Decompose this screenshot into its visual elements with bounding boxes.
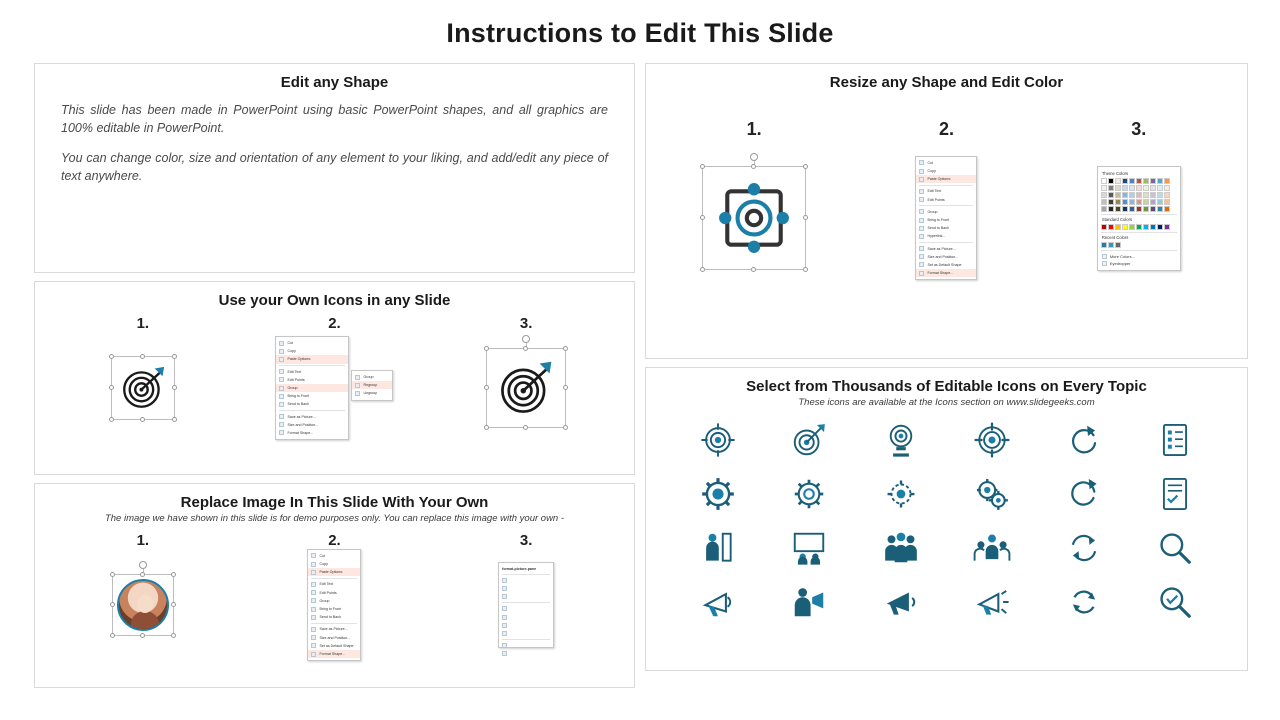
- target-scope-icon[interactable]: [970, 418, 1014, 462]
- person-speaker-icon[interactable]: [787, 580, 831, 624]
- context-menu-item: Copy: [308, 560, 360, 568]
- panel-edit-shape: [34, 63, 635, 273]
- standard-colors-row[interactable]: [1101, 224, 1177, 230]
- step-number: 2.: [938, 119, 954, 139]
- panel-own-icons: [34, 281, 635, 475]
- people-board-icon[interactable]: [787, 526, 831, 570]
- context-menu[interactable]: [275, 336, 349, 440]
- format-picture-pane[interactable]: format-picture-pane: [498, 562, 554, 648]
- people-group-icon[interactable]: [879, 526, 923, 570]
- panel-replace-image: [34, 483, 635, 688]
- people-team-icon[interactable]: [970, 526, 1014, 570]
- panel-columns: [0, 49, 1280, 688]
- document-check-icon[interactable]: [1153, 472, 1197, 516]
- context-menu-item: Format Shape...: [916, 269, 976, 277]
- target-dart-icon: [497, 359, 555, 417]
- sync-arrows-icon[interactable]: [1062, 526, 1106, 570]
- page-title: Instructions to Edit This Slide: [446, 18, 834, 48]
- replace-image-steps: [47, 532, 622, 656]
- context-menu-item: Copy: [916, 167, 976, 175]
- own-icons-step-1: [51, 315, 235, 436]
- context-menu-item: Save as Picture...: [276, 412, 348, 420]
- step-art: [434, 340, 618, 436]
- panel-resize-color: [645, 63, 1248, 359]
- puzzle-shape-selected[interactable]: [702, 166, 806, 270]
- resize-color-step-1: [662, 119, 847, 288]
- portrait-image: [117, 579, 169, 631]
- own-icons-step-3: [434, 315, 618, 436]
- context-menu-item: Paste Options:: [276, 355, 348, 363]
- context-menu-item: Send to Back: [916, 224, 976, 232]
- context-menu-item: Bring to Front: [308, 605, 360, 613]
- context-menu-item: Cut: [308, 552, 360, 560]
- gear-icon[interactable]: [696, 472, 740, 516]
- panel-title-icon-library: Select from Thousands of Editable Icons on Every Topic: [746, 378, 1147, 395]
- resize-color-step-3: [1047, 119, 1232, 288]
- left-column: [34, 63, 635, 688]
- context-menu-item: Copy: [276, 347, 348, 355]
- step-art: [434, 557, 618, 653]
- panel-icon-library: [645, 367, 1248, 671]
- step-number: 1.: [136, 532, 150, 549]
- magnifier-check-icon[interactable]: [1153, 580, 1197, 624]
- step-art: [242, 553, 426, 656]
- step-number: 1.: [746, 119, 762, 139]
- context-menu-item: Group: [916, 208, 976, 216]
- edit-shape-paragraph-2: You can change color, size and orientation of any element to your liking, and add/edit any piece of text anywhere.: [61, 151, 608, 184]
- target-dart-icon: [118, 363, 168, 413]
- portrait-selected[interactable]: [112, 574, 174, 636]
- own-icons-step-2: [242, 315, 426, 436]
- context-menu-item: Size and Position...: [276, 421, 348, 429]
- context-menu-item: Edit Text: [308, 580, 360, 588]
- step-number: 3.: [519, 315, 533, 332]
- step-art: [854, 148, 1039, 288]
- magnifier-icon[interactable]: [1153, 526, 1197, 570]
- document-list-icon[interactable]: [1153, 418, 1197, 462]
- target-crosshair-icon[interactable]: [696, 418, 740, 462]
- context-menu-group[interactable]: [275, 336, 393, 440]
- target-scope-icon: [717, 181, 791, 255]
- step-number: 2.: [328, 315, 341, 332]
- eyedropper-button[interactable]: Eyedropper: [1101, 260, 1177, 267]
- submenu-item: Ungroup: [352, 389, 392, 397]
- theme-colors-row-2[interactable]: [1101, 185, 1177, 191]
- panel-title-edit-shape: Edit any Shape: [280, 74, 389, 91]
- context-menu-item: Bring to Front: [276, 392, 348, 400]
- refresh-cw-icon[interactable]: [1062, 418, 1106, 462]
- theme-colors-picker[interactable]: [1097, 166, 1181, 271]
- step-art: [242, 340, 426, 436]
- replace-image-step-1: [51, 532, 235, 653]
- person-presenter-icon[interactable]: [696, 526, 740, 570]
- step-number: 1.: [136, 315, 150, 332]
- submenu-item: Group: [352, 373, 392, 381]
- step-art: [51, 340, 235, 436]
- edit-shape-paragraph-1: This slide has been made in PowerPoint using basic PowerPoint shapes, and all graphics are 100% editable in PowerPoint.: [61, 103, 608, 136]
- icon-grid: [658, 418, 1235, 624]
- context-menu-item: Cut: [916, 159, 976, 167]
- context-menu-item: Cut: [276, 339, 348, 347]
- own-icons-steps: [47, 315, 622, 436]
- replace-image-step-3: [434, 532, 618, 653]
- context-menu-item: Send to Back: [276, 400, 348, 408]
- recent-colors-label: Recent Colors: [1101, 234, 1129, 240]
- gear-outline-icon[interactable]: [787, 472, 831, 516]
- context-menu-item: Edit Points: [916, 196, 976, 204]
- panel-subtitle-replace-image: The image we have shown in this slide is for demo purposes only. You can replace this image with your own -: [104, 513, 565, 524]
- context-menu-item: Edit Points: [276, 376, 348, 384]
- step-number: 3.: [519, 532, 533, 549]
- target-arrow-resized[interactable]: [486, 348, 566, 428]
- panel-title-replace-image: Replace Image In This Slide With Your Own: [180, 494, 489, 511]
- target-dart-icon[interactable]: [787, 418, 831, 462]
- context-menu-item: Save as Picture...: [308, 625, 360, 633]
- refresh-arrow-icon[interactable]: [1062, 472, 1106, 516]
- replace-image-step-2: [242, 532, 426, 656]
- sync-circle-icon[interactable]: [1062, 580, 1106, 624]
- context-menu-format-picture[interactable]: [307, 549, 361, 661]
- context-menu-item: Set as Default Shape: [916, 261, 976, 269]
- panel-title-resize-color: Resize any Shape and Edit Color: [829, 74, 1064, 91]
- context-menu-item: Edit Text: [276, 368, 348, 376]
- step-art: [662, 148, 847, 288]
- context-menu-item: Edit Text: [916, 187, 976, 195]
- context-submenu-group[interactable]: [351, 370, 393, 401]
- step-number: 2.: [328, 532, 341, 549]
- context-menu-item: Edit Points: [308, 589, 360, 597]
- context-menu-item: Paste Options:: [308, 568, 360, 576]
- context-menu-item-group: Group: [276, 384, 348, 392]
- theme-colors-row-5[interactable]: [1101, 206, 1177, 212]
- target-arrow-selected[interactable]: [111, 356, 175, 420]
- gear-dashed-icon[interactable]: [879, 472, 923, 516]
- context-menu-item: Format Shape...: [308, 650, 360, 658]
- context-menu-item: Format Shape...: [276, 429, 348, 437]
- theme-colors-row-4[interactable]: [1101, 199, 1177, 205]
- standard-colors-label: Standard Colors: [1101, 216, 1133, 222]
- context-menu-item: Send to Back: [308, 613, 360, 621]
- context-menu-item: Save as Picture...: [916, 244, 976, 252]
- more-colors-button[interactable]: More Colors...: [1101, 253, 1177, 260]
- theme-colors-row-3[interactable]: [1101, 192, 1177, 198]
- resize-color-step-2: [854, 119, 1039, 288]
- target-trophy-icon[interactable]: [879, 418, 923, 462]
- context-menu-format-shape[interactable]: [915, 156, 977, 280]
- context-menu-item: Paste Options:: [916, 175, 976, 183]
- submenu-item: Regroup: [352, 381, 392, 389]
- theme-colors-row-1[interactable]: [1101, 178, 1177, 184]
- megaphone-icon[interactable]: [696, 580, 740, 624]
- gears-double-icon[interactable]: [970, 472, 1014, 516]
- step-number: 3.: [1131, 119, 1147, 139]
- step-art: [1047, 148, 1232, 288]
- context-menu-item: Size and Position...: [308, 634, 360, 642]
- context-menu-item: Group: [308, 597, 360, 605]
- step-art: [51, 557, 235, 653]
- recent-colors-row[interactable]: [1101, 242, 1177, 248]
- context-menu-item: Hyperlink...: [916, 232, 976, 240]
- theme-colors-label: Theme Colors: [1101, 170, 1129, 176]
- right-column: [645, 63, 1248, 688]
- context-menu-item: Bring to Front: [916, 216, 976, 224]
- panel-title-own-icons: Use your Own Icons in any Slide: [218, 292, 451, 309]
- context-menu-item: Set as Default Shape: [308, 642, 360, 650]
- megaphone-alert-icon[interactable]: [970, 580, 1014, 624]
- resize-color-steps: [658, 119, 1235, 288]
- context-menu-item: Size and Position...: [916, 253, 976, 261]
- panel-subtitle-icon-library: These icons are available at the Icons section on www.slidegeeks.com: [798, 397, 1095, 408]
- megaphone-solid-icon[interactable]: [879, 580, 923, 624]
